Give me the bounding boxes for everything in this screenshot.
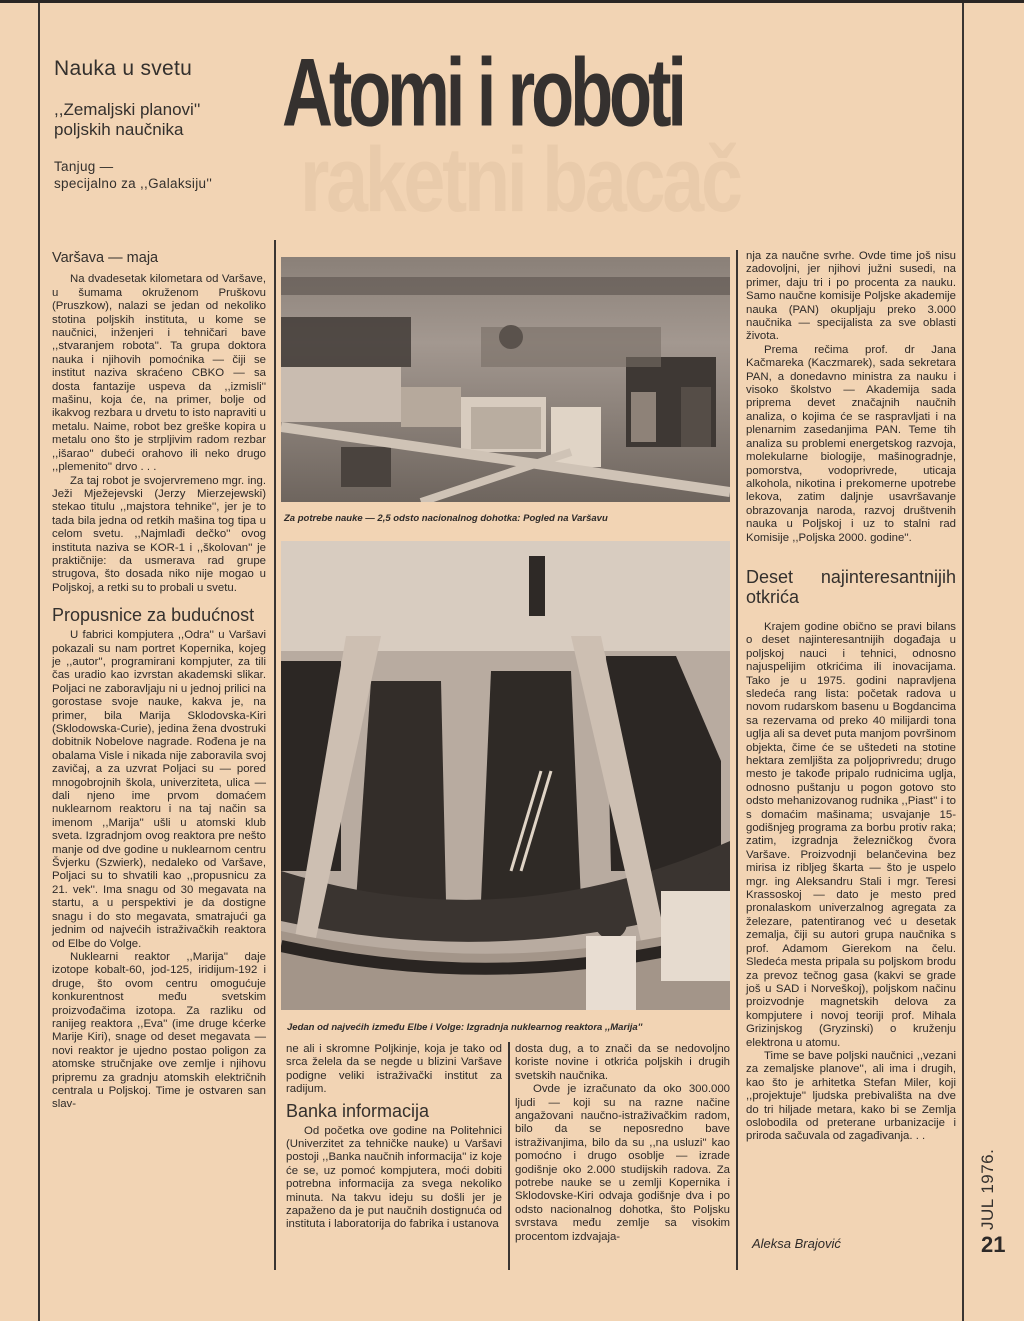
page-top-border xyxy=(0,0,1024,3)
subhead-line-2: poljskih naučnika xyxy=(54,120,184,139)
paragraph: dosta dug, a to znači da se nedovoljno koriste novine i otkrića poljskih i drugih svetskih naučnika. xyxy=(515,1043,730,1082)
paragraph: Time se bave poljski naučnici ,,vezani za zemaljske planove'', ali ima i drugih, kao što je arhitetka Stefan Miler, koji ,,projektuje'' ljudska prebivališta na dve do tri hiljade metara, kako bi se Zemlja oslobodila od preterane urbanizacije i priroda sačuvala od zagađivanja. . . xyxy=(746,1049,956,1143)
paragraph: Prema rečima prof. dr Jana Kačmareka (Kaczmarek), sada sekretara PAN, a donedavno ministra za nauku i visoko školstvo — Akademija sada priprema devet značajnih naučnih analiza, o kojima će se raspravljati i na plenarnim zasedanjima PAN. Teme tih analiza su problemi energetskog razvoja, molekularne biologije, mašinogradnje, pomorstva, vodoprivrede, uticaja alkohola, nikotina i prekomerne upotrebe lekova, zatim daljnje usavršavanje obrazovanja naroda, razvoj društvenih nauka u Poljskoj i uz to stalni rad Komisije ,,Poljska 2000. godine''. xyxy=(746,343,956,544)
section-heading: Deset najinteresantnijih otkrića xyxy=(746,566,956,607)
column-2 xyxy=(286,1043,502,1232)
column-3 xyxy=(515,1043,730,1244)
subhead-line-1: ,,Zemaljski planovi'' xyxy=(54,100,201,119)
paragraph: ne ali i skromne Poljkinje, koja je tako od srca želela da se negde u blizini Varšave podigne veliki istraživački institut za radijum. xyxy=(286,1043,502,1096)
section-heading: Propusnice za budućnost xyxy=(52,605,255,626)
column-rule-1 xyxy=(274,240,276,1270)
column-rule-3 xyxy=(508,1042,510,1270)
reactor-photo-illustration xyxy=(281,541,730,1010)
author-byline: Aleksa Brajović xyxy=(752,1236,841,1251)
photo-reactor-construction xyxy=(281,541,730,1010)
paragraph: Na dvadesetak kilometara od Varšave, u šumama okruženom Pruškovu (Pruszkow), nalazi se jedan od nekoliko stotina poljskih instituta, u kome se naučnici, inženjeri i tehničari bave ,,stvaranjem robota''. Ta grupa doktora nauka i njihovih pomoćnika — čiji se institut naziva skraćeno CBKO — sa dosta fantazije uspeva da ,,izmisli'' mašinu, koja će, na primer, bolje od ikakvog rezbara u drvetu to isto napraviti u metalu. Naime, robot bez greške kopira u metalu ono što je strpljivim radom rezbar ,,išarao'' dubeći orahovo ili neko drugo ,,plemenito'' drvo . . . xyxy=(52,273,267,474)
issue-date: JUL 1976. xyxy=(978,1148,997,1230)
column-rule-2 xyxy=(736,250,738,1270)
paragraph: Ovde je izračunato da oko 300.000 ljudi — koji su na razne načine angažovani naučno-istraživačkim radom, bilo da se neposredno bave istraživanjima, bilo da su ,,na usluzi'' kao pomoćno i drugo osoblje — izrade godišnje oko 2.000 studijskih radova. Za potrebe nauke se u zemlji Kopernika i Sklodovske-Kiri odvaja godišnje dva i po odsto nacionalnog dohotka, što Poljsku svrstava među zemlje sa visokim procentom izdvajaja- xyxy=(515,1083,730,1243)
paragraph: nja za naučne svrhe. Ovde time još nisu zadovoljni, jer njihovi južni susedi, na primer, daju tri i po procenta za nauku. Samo naučne komisije Poljske akademije nauka (PAN) okupljaju preko 3.000 naučnika — specijalista za sve oblasti života. xyxy=(746,250,956,343)
photo-1-caption: Za potrebe nauke — 2,5 odsto nacionalnog dohotka: Pogled na Varšavu xyxy=(284,513,608,524)
paragraph: Za taj robot je svojervremeno mgr. ing. Ježi Mježejevski (Jerzy Mierzejewski) stekao titulu ,,majstora tehnike'', jer je to tada bila jedna od retkih mašina tog tipa u celom svetu. ,,Najmlađi dečko'' ovog instituta naziva se KOR-1 i ,,školovan'' je praktičnije: da usmerava rad grupe strugova, što dosada niko nije mogao u Poljskoj, a retki su to probali u svetu. xyxy=(52,474,266,594)
right-margin-rule xyxy=(962,3,964,1321)
section-heading: Banka informacija xyxy=(286,1100,430,1121)
paragraph: Nuklearni reaktor ,,Marija'' daje izotope kobalt-60, jod-125, iridijum-192 i druge, što ovom centru omogućuje konkurentnost među svetskim proizvođačima izotopa. Za razliku od ranijeg reaktora ,,Eva'' (ime druge kćerke Marije Kiri), snage od deset megavata — novi reaktor je ujedno postao poligon za atomske stručnjake ove zemlje i njihovu pripremu za gradnju atomskih električnih centrala u Poljskoj. Time je ostvaren san slav- xyxy=(52,950,266,1111)
photo-2-caption: Jedan od najvećih između Elbe i Volge: Izgradnja nuklearnog reaktora ,,Marija'' xyxy=(287,1022,643,1033)
column-4 xyxy=(746,250,956,1144)
left-margin-rule xyxy=(38,3,40,1321)
section-label: Nauka u svetu xyxy=(54,57,193,80)
paragraph: Od početka ove godine na Politehnici (Univerzitet za tehničke nauke) u Varšavi postoji ,,Banka naučnih informacija'' iz koje će se, uz pomoć kompjutera, moći dobiti potrebna informacija za svega nekoliko minuta. Na takvu ideju su došli jer je zapaženo da je put naučnih dostignuća od instituta i laboratorija do fabrika i ustanova xyxy=(286,1124,502,1231)
photo-warsaw-aerial xyxy=(281,257,730,502)
source-credit xyxy=(54,158,212,192)
subhead xyxy=(54,100,200,140)
paragraph: U fabrici kompjutera ,,Odra'' u Varšavi pokazali su nam portret Kopernika, kojeg je ,,autor'', programirani kompjuter, za tili čas uradio kao izvrstan akademski slikar. Poljaci ne zaboravljaju ni u jednoj prilici na gorostase svoje nauke, kakva je, na primer, bila Marija Sklodovska-Kiri (Sklodowska-Curie), jedina žena dvostruki dobitnik Nobelove nagrade. Rođena je na obalama Visle i nikada nije zaboravila svoj zavičaj, a za uzvrat Poljaci su — pored mnogobrojnih škola, univerziteta, ulica — dali njeno ime prvom domaćem nuklearnom reaktoru i na taj način sa imenom ,,Marija'' ušli u atomski klub sveta. Izgradnjom ovog reaktora pre nešto manje od dve godine u nuklearnom centru Švjerku (Szwierk), nedaleko od Varšave, Poljaci su to shvatili kao ,,propusnicu za 21. vek''. Ima snagu od 30 megavata na startu, a u perspektivi je da dostigne snagu i do sto megavata, smatrajući ga jednim od najvećih istraživačkih reaktora od Elbe do Volge. xyxy=(52,629,266,950)
source-line-1: Tanjug — xyxy=(54,159,114,174)
dateline: Varšava — maja xyxy=(52,250,159,266)
city-photo-illustration xyxy=(281,257,730,502)
bleed-through-text: raketni bacač xyxy=(300,129,740,231)
paragraph: Krajem godine obično se pravi bilans o deset najinteresantnijih događaja u poljskoj nauci i tehnici, odnosno najuspelijim otkrićima ili inovacijama. Tako je u 1975. godini napravljena sledeća rang lista: početak radova u novom rudarskom basenu u Bogdancima sa rezervama od preko 40 milijardi tona uglja ali sa devet puta manjom površinom objekta, čime će se uštedeti na stotine hektara zemljišta za poljoprivredu; drugo mesto je takođe pripalo rudnicima uglja, odnosno puštanju u pogon gotovo sto odsto mehanizovanog rudnika ,,Piast'' i to s domaćim mašinama; usvajanje 15-godišnjeg programa za borbu protiv raka; zatim, izgradnja železničkog čvora Varšave. Proizvodnji belančevina bez mirisa iz ribljeg škarta — što je uspelo mgr. ing Aleksandru Stali i mgr. Teresi Krassoskoj — dato je mesto pred pronalaskom univerzalnog agregata za železare, patentiranog već u desetak zemalja, čiji su autori grupa naučnika s prof. Adamom Gierekom na čelu. Sledeća mesta pripala su poljskom brodu za prevoz tečnog gasa (kakvi se grade još u SAD i Norveškoj), poljskom načinu proizvodnje magnetskih delova za kompjutere i novoj teoriji prof. Mihala Grizinjskog (Gryzinski) o kruženju elektrona u atomu. xyxy=(746,620,956,1049)
source-line-2: specijalno za ,,Galaksiju'' xyxy=(54,176,213,191)
column-1 xyxy=(52,252,266,1112)
page-number: 21 xyxy=(981,1232,1006,1257)
headline: Atomi i roboti xyxy=(282,39,683,147)
